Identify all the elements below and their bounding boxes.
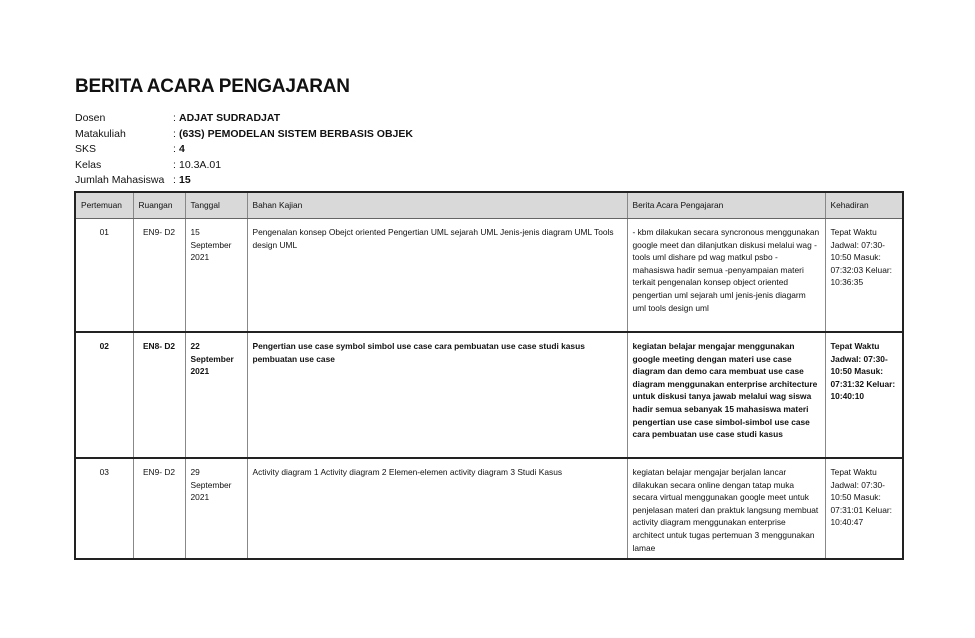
info-row-dosen [75,111,413,127]
info-row-jumlah-mahasiswa [75,173,413,189]
cell-kehadiran: Tepat Waktu Jadwal: 07:30-10:50 Masuk: 07:32:03 Keluar: 10:36:35 [825,219,903,333]
table-header-row [75,192,903,219]
info-value: (63S) PEMODELAN SISTEM BERBASIS OBJEK [179,127,413,140]
info-label: Jumlah Mahasiswa [75,174,165,186]
info-label: SKS [75,143,97,155]
cell-tanggal: 29 September 2021 [185,458,247,559]
info-separator: : [173,158,176,171]
info-separator: : [173,174,176,186]
table-row [75,332,903,458]
cell-pertemuan: 01 [75,219,133,333]
header-bahan-kajian: Bahan Kajian [247,192,627,219]
cell-tanggal: 22 September 2021 [185,332,247,458]
teaching-report-table [74,191,904,560]
cell-pertemuan: 02 [75,332,133,458]
cell-berita-acara: - kbm dilakukan secara syncronous menggunakan google meet dan dilanjutkan diskusi melalui wag - tools uml dishare pd wag matkul psbo - mahasiswa hadir semua -penyampaian materi terkait pengenalan konsep object oriented pengertian uml sejarah uml jenis-jenis diagarm uml tools design uml [627,219,825,333]
info-row-kelas [75,158,413,174]
info-row-sks [75,142,413,158]
cell-bahan-kajian: Pengenalan konsep Obejct oriented Pengertian UML sejarah UML Jenis-jenis diagram UML Tools design UML [247,219,627,333]
header-ruangan: Ruangan [133,192,185,219]
cell-bahan-kajian: Pengertian use case symbol simbol use case cara pembuatan use case studi kasus pembuatan use case [247,332,627,458]
info-separator: : [173,112,176,124]
info-value: ADJAT SUDRADJAT [179,112,281,124]
table-row [75,458,903,559]
info-row-matakuliah [75,127,413,143]
info-value: 10.3A.01 [179,158,222,171]
cell-ruangan: EN9- D2 [133,458,185,559]
header-kehadiran: Kehadiran [825,192,903,219]
document-title: BERITA ACARA PENGAJARAN [75,76,350,97]
header-tanggal: Tanggal [185,192,247,219]
cell-kehadiran: Tepat Waktu Jadwal: 07:30-10:50 Masuk: 07:31:32 Keluar: 10:40:10 [825,332,903,458]
info-separator: : [173,127,176,140]
cell-kehadiran: Tepat Waktu Jadwal: 07:30-10:50 Masuk: 07:31:01 Keluar: 10:40:47 [825,458,903,559]
info-label: Matakuliah [75,127,126,140]
info-label: Dosen [75,112,106,124]
cell-berita-acara: kegiatan belajar mengajar menggunakan google meeting dengan materi use case diagram dan demo cara membuat use case diagram menggunakan enterprise architecture untuk diskusi tanya jawab melalui wag siswa hadir semua sebanyak 15 mahasiswa materi pengertian use case simbol-simbol use case cara pembuatan use case studi kasus [627,332,825,458]
cell-ruangan: EN9- D2 [133,219,185,333]
cell-tanggal: 15 September 2021 [185,219,247,333]
header-berita-acara: Berita Acara Pengajaran [627,192,825,219]
cell-ruangan: EN8- D2 [133,332,185,458]
cell-bahan-kajian: Activity diagram 1 Activity diagram 2 Elemen-elemen activity diagram 3 Studi Kasus [247,458,627,559]
info-label: Kelas [75,158,102,171]
cell-berita-acara: kegiatan belajar mengajar berjalan lancar dilakukan secara online dengan tatap muka secara virtual menggunakan google meet untuk penjelasan materi dan praktuk langsung membuat activity diagram menggunakan enterprise architect untuk tugas pertemuan 3 menggunakan lamae [627,458,825,559]
info-value: 4 [179,143,185,155]
cell-pertemuan: 03 [75,458,133,559]
table-row [75,219,903,333]
course-info [75,111,413,189]
info-separator: : [173,143,176,155]
info-value: 15 [179,174,191,186]
header-pertemuan: Pertemuan [75,192,133,219]
